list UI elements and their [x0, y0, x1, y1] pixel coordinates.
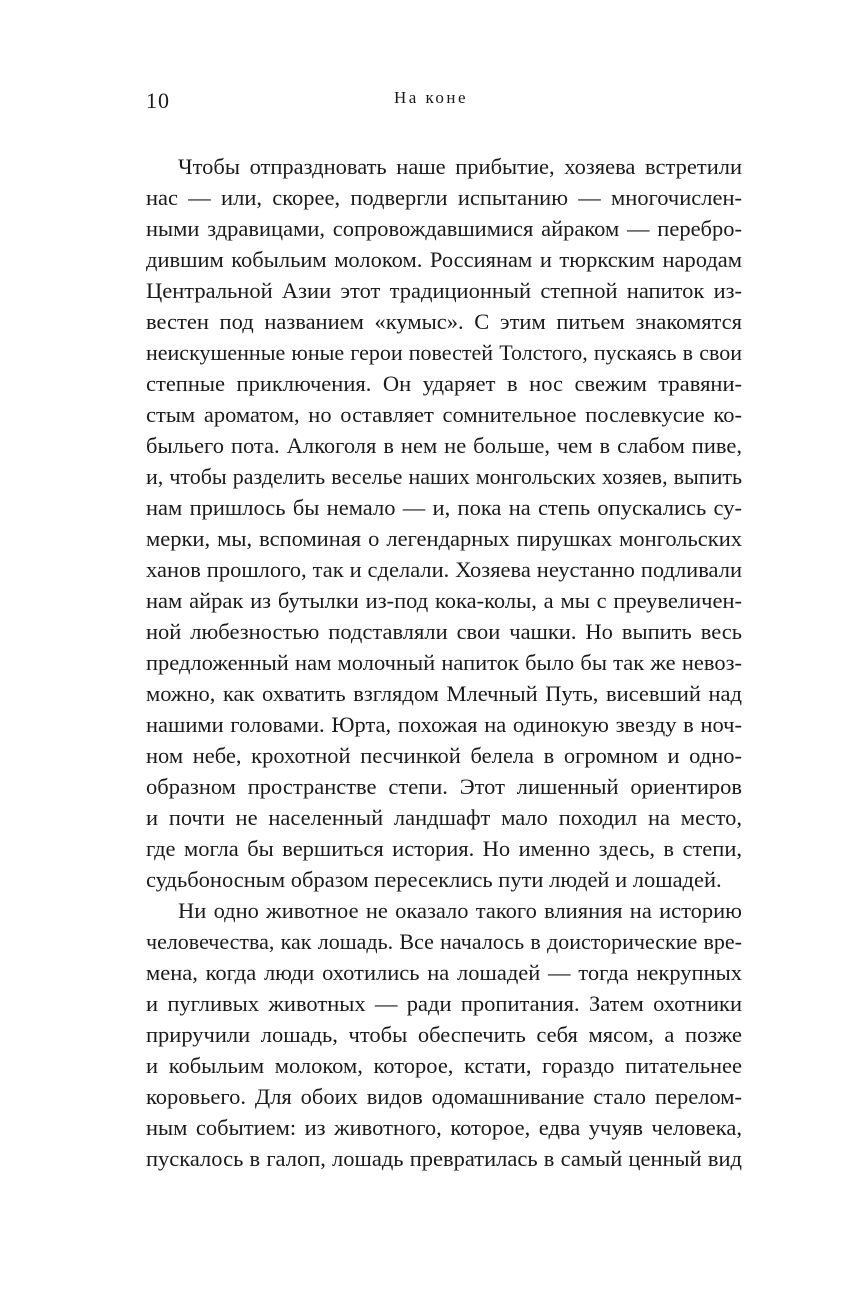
text-line: пускалось в галоп, лошадь превратилась в самый ценный вид: [146, 1146, 742, 1171]
text-line: образном пространстве степи. Этот лишенный ориентиров: [146, 774, 742, 799]
text-line: нам айрак из бутылки из-под кока-колы, а мы с преувеличен-: [146, 588, 742, 613]
text-line: дившим кобыльим молоком. Россиянам и тюркским народам: [146, 247, 742, 272]
text-line: и пугливых животных — ради пропитания. Затем охотники: [146, 991, 742, 1016]
text-line: и почти не населенный ландшафт мало походил на место,: [146, 805, 742, 830]
text-line: и, чтобы разделить веселье наших монгольских хозяев, выпить: [146, 464, 742, 489]
text-line: мена, когда люди охотились на лошадей — тогда некрупных: [146, 960, 742, 985]
text-line: нас — или, скорее, подвергли испытанию — многочислен-: [146, 185, 742, 210]
text-line: нашими головами. Юрта, похожая на одинокую звезду в ноч-: [146, 712, 742, 737]
text-line: нам пришлось бы немало — и, пока на степь опускались су-: [146, 495, 742, 520]
text-line: степные приключения. Он ударяет в нос свежим травяни-: [146, 371, 742, 396]
text-line: неискушенные юные герои повестей Толстого, пускаясь в свои: [146, 340, 742, 365]
text-line: ном небе, крохотной песчинкой белела в огромном и одно-: [146, 743, 742, 768]
running-head-title: На коне: [393, 88, 469, 107]
text-line: можно, как охватить взглядом Млечный Путь, висевший над: [146, 681, 742, 706]
text-line: человечества, как лошадь. Все началось в доисторические вре-: [146, 929, 742, 954]
text-line: ханов прошлого, так и сделали. Хозяева неустанно подливали: [146, 557, 742, 582]
text-line: приручили лошадь, чтобы обеспечить себя мясом, а позже: [146, 1022, 742, 1047]
text-line: ной любезностью подставляли свои чашки. Но выпить весь: [146, 619, 742, 644]
text-line: и кобыльим молоком, которое, кстати, гораздо питательнее: [146, 1053, 742, 1078]
text-line: ным событием: из животного, которое, едва учуяв человека,: [146, 1115, 742, 1140]
text-line: стым ароматом, но оставляет сомнительное послевкусие ко-: [146, 402, 742, 427]
text-line: судьбоносным образом пересеклись пути людей и лошадей.: [146, 867, 722, 892]
text-line: мерки, мы, вспоминая о легендарных пирушках монгольских: [146, 526, 742, 551]
text-line: Центральной Азии этот традиционный степной напиток из-: [146, 278, 742, 303]
text-line: вестен под названием «кумыс». С этим питьем знакомятся: [146, 309, 742, 334]
text-line: коровьего. Для обоих видов одомашнивание стало перелом-: [146, 1084, 742, 1109]
text-line: Ни одно животное не оказало такого влияния на историю: [178, 898, 742, 923]
text-line: где могла бы вершиться история. Но именно здесь, в степи,: [146, 836, 742, 861]
text-line: ными здравицами, сопровождавшимися айраком — перебро-: [146, 216, 742, 241]
text-line: быльего пота. Алкоголя в нем не больше, чем в слабом пиве,: [146, 433, 742, 458]
page-number: 10: [146, 88, 170, 113]
text-line: предложенный нам молочный напиток было бы так же невоз-: [146, 650, 742, 675]
text-line: Чтобы отпраздновать наше прибытие, хозяева встретили: [178, 154, 742, 179]
